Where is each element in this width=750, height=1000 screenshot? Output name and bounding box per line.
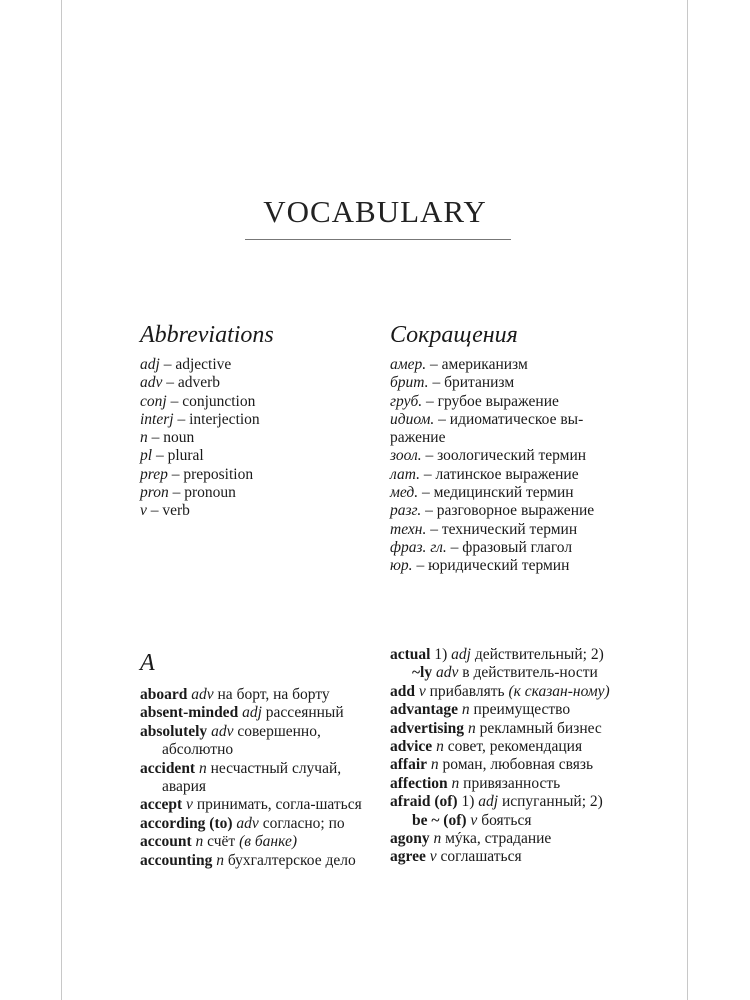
headword: agree (390, 848, 426, 866)
abbreviations-en-list (140, 356, 385, 521)
abbreviation-meaning: interjection (189, 410, 260, 428)
vocabulary-entry (390, 793, 622, 830)
separator: – (168, 484, 185, 502)
translation: бухгалтерское дело (227, 851, 356, 869)
translation: прибавлять (429, 682, 505, 700)
abbreviation-meaning: preposition (183, 465, 254, 483)
abbreviation: n (140, 429, 148, 447)
headword: actual (390, 646, 431, 663)
separator: – (428, 374, 445, 392)
vocabulary-entry (390, 775, 622, 793)
part-of-speech: adj (451, 646, 471, 663)
vocabulary-entry (390, 830, 622, 848)
abbreviation-meaning: технический термин (441, 520, 578, 538)
abbreviation-item (390, 539, 635, 557)
part-of-speech: adj (242, 704, 262, 722)
translation: привязанность (463, 774, 561, 792)
vocabulary-entry (390, 683, 622, 701)
abbreviations-en-section (140, 320, 385, 521)
abbreviation: pron (140, 484, 169, 502)
part-of-speech: v (429, 848, 437, 866)
vocabulary-column-right (390, 646, 622, 867)
translation: совет, рекомендация (447, 738, 583, 756)
vocabulary-entry (140, 760, 385, 797)
headword: accounting (140, 851, 213, 869)
section-letter: A (140, 650, 155, 676)
abbreviation-item (390, 356, 635, 374)
headword: afraid (of) (390, 793, 458, 811)
headword: affair (390, 756, 428, 774)
separator: – (166, 392, 183, 410)
abbreviation: груб. (390, 392, 423, 410)
part-of-speech: adv (191, 686, 214, 703)
separator: – (418, 484, 434, 502)
separator: – (147, 429, 164, 447)
abbreviation: conj (140, 392, 167, 410)
abbreviation: юр. (390, 557, 413, 575)
vocabulary-entry (140, 704, 385, 722)
vocabulary-entry (390, 720, 622, 738)
abbreviation-item (140, 502, 385, 520)
separator: – (434, 410, 450, 428)
headword: according (to) (140, 814, 233, 832)
abbreviation-meaning: американизм (441, 356, 528, 373)
part-of-speech: n (195, 833, 204, 851)
vocabulary-list-left (140, 686, 385, 870)
part-of-speech: n (436, 738, 444, 756)
abbreviation: брит. (390, 374, 429, 392)
separator: – (419, 465, 436, 483)
translation: роман, любовная связь (442, 756, 594, 774)
abbreviation: мед. (390, 484, 419, 502)
headword: absolutely (140, 722, 208, 740)
abbreviation: adj (140, 356, 160, 373)
vocabulary-entry (140, 815, 385, 833)
translation: рассеянный (265, 704, 344, 722)
page-edge-left (61, 0, 62, 1000)
abbreviation-meaning: британизм (444, 374, 515, 392)
abbreviation: фраз. гл. (390, 538, 447, 556)
headword: accident (140, 759, 196, 777)
vocabulary-entry (390, 756, 622, 774)
headword: add (390, 682, 415, 700)
translation: на борт, на борту (217, 686, 330, 703)
separator: – (421, 447, 438, 465)
translation: принимать, согла-шаться (196, 796, 362, 814)
separator: – (422, 392, 438, 410)
part-of-speech: n (451, 774, 460, 792)
headword: aboard (140, 686, 188, 703)
vocabulary-entry (390, 738, 622, 756)
headword: advice (390, 738, 433, 756)
translation: испуганный; (501, 793, 586, 811)
headword: advantage (390, 701, 459, 719)
vocabulary-entry (390, 701, 622, 719)
translation: согласно; по (262, 814, 345, 832)
abbreviation-meaning: adjective (175, 356, 232, 373)
abbreviation-item (390, 484, 635, 502)
abbreviation-item (140, 374, 385, 392)
abbreviation-meaning-continued: ражение (390, 429, 446, 447)
abbreviation: разг. (390, 502, 422, 520)
abbreviation-item (140, 466, 385, 484)
translation: совершенно, абсолютно (162, 722, 321, 759)
abbreviation-meaning: зоологический термин (437, 447, 587, 465)
abbreviations-ru-heading: Сокращения (390, 322, 518, 348)
part-of-speech: v (470, 811, 478, 829)
abbreviation-item (140, 411, 385, 429)
part-of-speech: n (433, 830, 442, 848)
abbreviation-meaning: conjunction (182, 392, 256, 410)
sense-number: 2) (590, 646, 604, 663)
abbreviation-item (390, 521, 635, 539)
abbreviation-meaning: noun (163, 429, 195, 447)
part-of-speech: adv (436, 664, 459, 682)
vocabulary-column-left (140, 648, 385, 870)
abbreviation-meaning: медицинский термин (433, 484, 574, 502)
abbreviation-item (140, 429, 385, 447)
abbreviation: adv (140, 374, 163, 392)
abbreviation-meaning: adverb (177, 374, 221, 392)
abbreviations-en-heading: Abbreviations (140, 322, 274, 348)
part-of-speech: n (198, 759, 207, 777)
separator: – (446, 538, 463, 556)
translation: счёт (207, 833, 236, 851)
vocabulary-entry (140, 686, 385, 704)
vocabulary-entry (140, 796, 385, 814)
separator: – (167, 465, 184, 483)
sense-number: 1) (434, 646, 448, 663)
abbreviation: v (140, 502, 147, 520)
vocabulary-entry (390, 848, 622, 866)
abbreviation-meaning: латинское выражение (435, 465, 579, 483)
abbreviation-meaning: идиоматическое вы- (449, 410, 584, 428)
translation: несчастный случай, авария (162, 759, 342, 796)
sense-number: 1) (461, 793, 475, 811)
abbreviation-item (140, 484, 385, 502)
headword: affection (390, 774, 448, 792)
separator: – (152, 447, 168, 465)
abbreviation-item (390, 447, 635, 465)
abbreviation-item (390, 502, 635, 520)
headword: absent-minded (140, 704, 239, 722)
usage-note: (к сказан-ному) (508, 682, 610, 700)
abbreviation-item (390, 411, 635, 448)
abbreviation: амер. (390, 356, 427, 373)
abbreviation-meaning: фразовый глагол (462, 538, 573, 556)
translation: действительный; (474, 646, 587, 663)
headword: agony (390, 830, 430, 848)
abbreviation-meaning: грубое выражение (437, 392, 559, 410)
part-of-speech: adv (236, 814, 259, 832)
headword-derived: be ~ (of) (412, 811, 467, 829)
translation: мýка, страдание (445, 830, 552, 848)
vocabulary-entry (140, 852, 385, 870)
separator: – (173, 410, 190, 428)
usage-note: (в банке) (239, 833, 297, 851)
translation: бояться (481, 811, 532, 829)
abbreviation-meaning: юридический термин (428, 557, 570, 575)
separator: – (162, 374, 178, 392)
abbreviation-item (140, 356, 385, 374)
abbreviation: идиом. (390, 410, 435, 428)
headword: account (140, 833, 192, 851)
part-of-speech: v (418, 682, 426, 700)
vocabulary-entry (390, 646, 622, 683)
vocabulary-entry (140, 833, 385, 851)
abbreviation: interj (140, 410, 174, 428)
vocabulary-entry (140, 723, 385, 760)
abbreviation-item (140, 447, 385, 465)
abbreviation-item (390, 374, 635, 392)
part-of-speech: n (430, 756, 439, 774)
abbreviation-item (390, 466, 635, 484)
abbreviation-meaning: pronoun (184, 484, 236, 502)
abbreviation-meaning: verb (162, 502, 190, 520)
vocabulary-list-right (390, 646, 622, 867)
abbreviation: prep (140, 465, 168, 483)
translation: в действитель-ности (462, 664, 598, 682)
abbreviation: зоол. (390, 447, 422, 465)
abbreviation-item (390, 393, 635, 411)
separator: – (146, 502, 163, 520)
abbreviation-meaning: разговорное выражение (436, 502, 595, 520)
part-of-speech: n (467, 719, 476, 737)
separator: – (426, 520, 442, 538)
abbreviation: техн. (390, 520, 427, 538)
abbreviation-item (390, 557, 635, 575)
translation: соглашаться (440, 848, 522, 866)
abbreviation-meaning: plural (167, 447, 204, 465)
separator: – (412, 557, 429, 575)
headword: advertising (390, 719, 465, 737)
abbreviation-item (140, 393, 385, 411)
page-title: VOCABULARY (263, 194, 487, 229)
abbreviation: pl (140, 447, 153, 465)
abbreviations-ru-section (390, 320, 635, 576)
page-edge-right (687, 0, 688, 1000)
part-of-speech: n (461, 701, 470, 719)
abbreviation: лат. (390, 465, 420, 483)
headword: accept (140, 796, 183, 814)
headword-derived: ~ly (412, 664, 433, 682)
abbreviations-ru-list (390, 356, 635, 576)
part-of-speech: n (216, 851, 224, 869)
part-of-speech: v (186, 796, 193, 814)
part-of-speech: adj (478, 793, 499, 811)
separator: – (426, 356, 442, 373)
translation: рекламный бизнес (479, 719, 602, 737)
sense-number: 2) (589, 793, 603, 811)
separator: – (159, 356, 176, 373)
separator: – (421, 502, 437, 520)
title-underline (245, 239, 511, 240)
translation: преимущество (473, 701, 571, 719)
part-of-speech: adv (211, 722, 234, 740)
